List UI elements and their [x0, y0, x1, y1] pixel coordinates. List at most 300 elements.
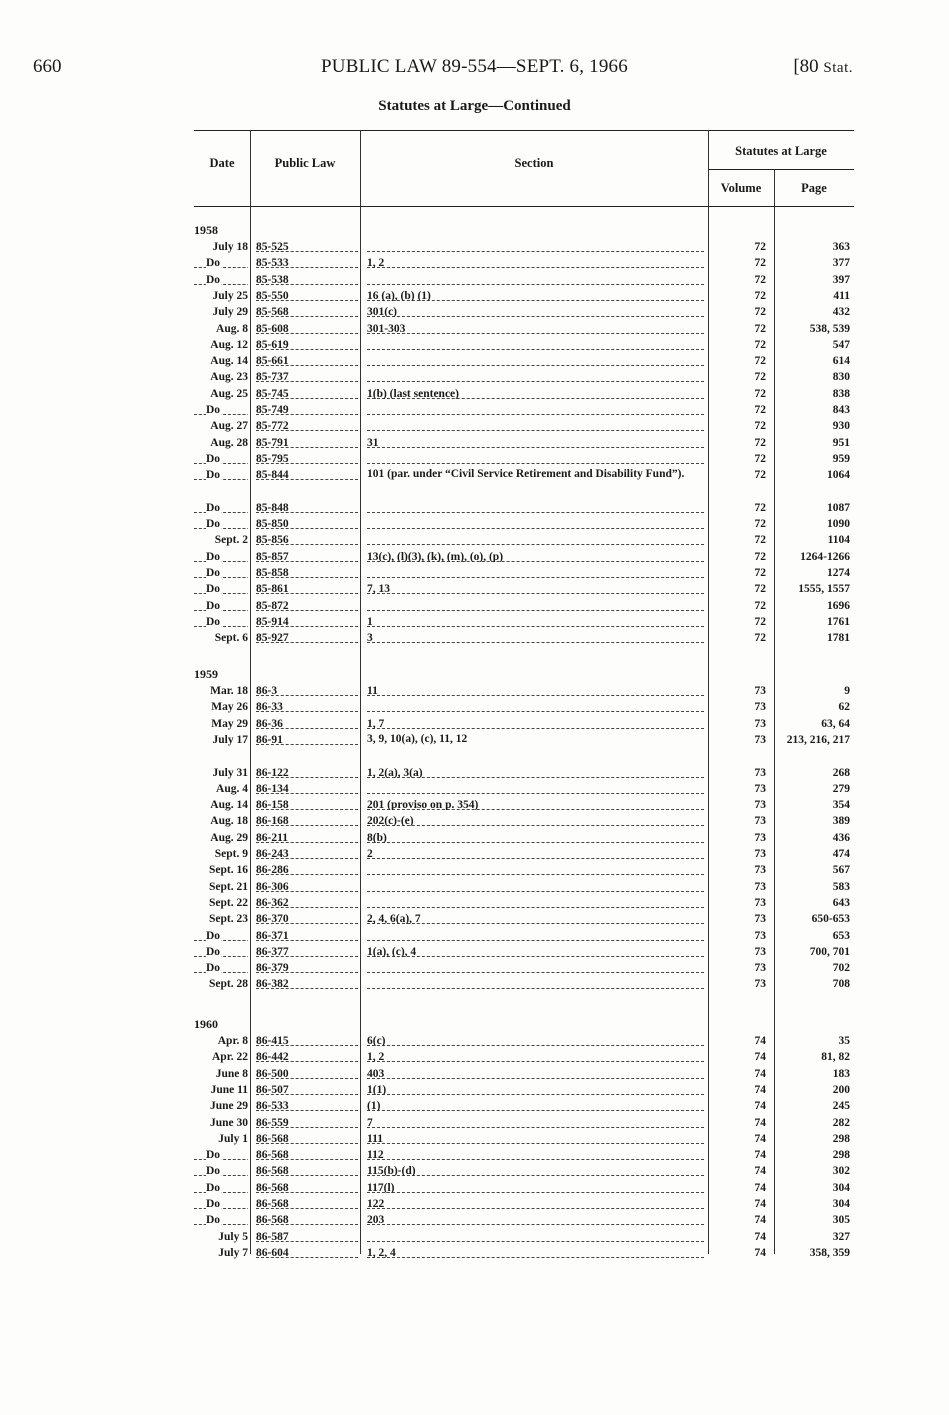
section-value: [367, 337, 368, 349]
public-law-fill: [256, 813, 358, 826]
date-cell: [194, 1131, 248, 1147]
volume-cell: 73: [754, 896, 766, 909]
section-value: 1: [367, 615, 373, 627]
page-cell: 951: [832, 436, 850, 449]
public-law-fill: [256, 467, 358, 480]
public-law-cell: [256, 683, 358, 696]
page-cell: 389: [832, 815, 850, 828]
section-value: [367, 272, 368, 284]
section-value: 16 (a), (b) (1): [367, 289, 431, 301]
date-value: [194, 1180, 248, 1193]
public-law-fill: [256, 976, 358, 989]
section-fill: [367, 1245, 704, 1258]
public-law-cell: [256, 716, 358, 729]
date-value: Sept. 2: [214, 534, 248, 547]
table-row: [194, 797, 854, 813]
section-value: 115(b)-(d): [367, 1165, 416, 1177]
table-row: [194, 813, 854, 829]
date-value: [194, 500, 248, 513]
public-law-cell: [256, 699, 358, 712]
section-fill: [367, 255, 704, 268]
page-cell: 354: [832, 799, 850, 812]
volume-cell: 72: [754, 469, 766, 482]
table-row: [194, 1082, 854, 1098]
public-law-value: 86-568: [256, 1132, 289, 1144]
section-value: 1(1): [367, 1083, 387, 1095]
section-value: 1, 2: [367, 1051, 385, 1063]
public-law-fill: [256, 288, 358, 301]
volume-cell: 73: [754, 864, 766, 877]
public-law-value: 86-559: [256, 1116, 289, 1128]
date-text: Do: [206, 583, 221, 595]
public-law-value: 86-286: [256, 864, 289, 876]
section-fill: [367, 716, 704, 729]
volume-cell: 74: [754, 1100, 766, 1113]
table-row: [194, 879, 854, 895]
table-row: [194, 500, 854, 516]
section-value: 101 (par. under “Civil Service Retirement and Disability Fund”).: [367, 468, 685, 481]
public-law-fill: [256, 830, 358, 843]
public-law-fill: [256, 321, 358, 334]
public-law-fill: [256, 418, 358, 431]
section-cell: [367, 418, 704, 431]
date-cell: [194, 781, 248, 797]
public-law-cell: [256, 369, 358, 382]
date-cell: [194, 1049, 248, 1065]
section-fill: [367, 1033, 704, 1046]
volume-cell: 73: [754, 717, 766, 730]
public-law-fill: [256, 451, 358, 464]
page-cell: 200: [832, 1083, 850, 1096]
public-law-cell: [256, 565, 358, 578]
public-law-value: 86-442: [256, 1051, 289, 1063]
date-value: [194, 565, 248, 578]
public-law-cell: [256, 549, 358, 562]
table-row: [194, 255, 854, 271]
public-law-fill: [256, 516, 358, 529]
public-law-value: 85-858: [256, 567, 289, 578]
table-row: [194, 699, 854, 715]
volume-cell: 73: [754, 978, 766, 991]
date-cell: [194, 598, 248, 611]
section-fill: [367, 451, 704, 464]
public-law-value: 85-795: [256, 452, 289, 464]
volume-cell: 72: [754, 534, 766, 547]
table-row: [194, 960, 854, 976]
public-law-fill: [256, 1131, 358, 1144]
volume-cell: 72: [754, 322, 766, 335]
public-law-value: 86-568: [256, 1198, 289, 1209]
date-value: Aug. 8: [216, 322, 248, 335]
date-value: Aug. 14: [210, 355, 248, 368]
section-cell: [367, 1082, 704, 1095]
table-row: [194, 1049, 854, 1065]
date-value: Aug. 14: [210, 799, 248, 812]
public-law-fill: [256, 683, 358, 696]
section-value: 111: [367, 1132, 383, 1144]
page-cell: 358, 359: [809, 1246, 850, 1259]
section-fill: [367, 288, 704, 301]
public-law-fill: [256, 598, 358, 611]
volume-cell: 72: [754, 387, 766, 400]
volume-cell: 74: [754, 1230, 766, 1243]
section-cell: [367, 598, 704, 611]
section-value: [367, 565, 368, 577]
section-fill: [367, 1147, 704, 1160]
date-value: [194, 960, 248, 973]
date-text: Do: [206, 469, 221, 481]
page-cell: 1274: [827, 567, 850, 579]
public-law-value: 85-861: [256, 583, 289, 595]
section-cell: [367, 699, 704, 712]
volume-cell: 73: [754, 815, 766, 828]
page-cell: 411: [833, 289, 850, 302]
public-law-cell: [256, 614, 358, 627]
section-cell: [367, 630, 704, 643]
page-cell: 1064: [827, 469, 850, 482]
section-cell: [367, 944, 704, 957]
date-value: Sept. 9: [214, 848, 248, 860]
section-value: [367, 451, 368, 463]
date-cell: [194, 716, 248, 732]
date-value: July 18: [212, 241, 248, 253]
page-cell: 1696: [827, 599, 850, 612]
volume-cell: 72: [754, 355, 766, 368]
page-cell: 1555, 1557: [798, 583, 850, 596]
section-cell: [367, 781, 704, 794]
section-value: [367, 699, 368, 711]
section-fill: [367, 402, 704, 415]
table-row: [194, 239, 854, 255]
section-fill: [367, 895, 704, 908]
section-cell: [367, 960, 704, 973]
section-value: [367, 516, 368, 528]
date-value: [194, 1147, 248, 1160]
page-cell: 708: [832, 978, 850, 991]
date-value: July 31: [212, 766, 248, 779]
public-law-value: 86-3: [256, 685, 278, 696]
section-fill: [367, 304, 704, 317]
section-cell: [367, 716, 704, 729]
public-law-cell: [256, 516, 358, 529]
table-top-rule: [194, 130, 854, 131]
public-law-cell: [256, 418, 358, 431]
date-text: Do: [206, 404, 221, 415]
volume-cell: 72: [754, 550, 766, 563]
public-law-value: 85-608: [256, 322, 289, 334]
date-value: Sept. 23: [209, 913, 248, 926]
public-law-cell: [256, 1196, 358, 1209]
public-law-cell: [256, 1245, 358, 1258]
date-cell: [194, 435, 248, 451]
page-cell: 81, 82: [821, 1051, 850, 1064]
date-value: [194, 272, 248, 285]
date-value: [194, 255, 248, 268]
public-law-cell: [256, 944, 358, 957]
table-row: [194, 1131, 854, 1147]
public-law-fill: [256, 272, 358, 285]
section-cell: [367, 337, 704, 350]
date-value: June 30: [209, 1116, 248, 1129]
date-value: Aug. 29: [210, 831, 248, 844]
public-law-fill: [256, 928, 358, 941]
section-value: 3, 9, 10(a), (c), 11, 12: [367, 732, 468, 745]
page-cell: 183: [832, 1067, 850, 1080]
section-cell: [367, 500, 704, 513]
section-cell: [367, 255, 704, 268]
volume-cell: 72: [754, 257, 766, 270]
date-value: Sept. 22: [209, 896, 248, 909]
volume-cell: 74: [754, 1051, 766, 1064]
public-law-value: 86-91: [256, 733, 283, 745]
public-law-value: 86-415: [256, 1035, 289, 1046]
date-cell: [194, 614, 248, 627]
public-law-cell: [256, 1066, 358, 1079]
page-cell: 1781: [827, 632, 850, 645]
public-law-fill: [256, 781, 358, 794]
section-fill: [367, 1196, 704, 1209]
public-law-fill: [256, 960, 358, 973]
public-law-fill: [256, 630, 358, 643]
section-fill: [367, 1115, 704, 1128]
public-law-cell: [256, 846, 358, 859]
public-law-cell: [256, 928, 358, 941]
date-cell: [194, 1098, 248, 1114]
volume-cell: 74: [754, 1214, 766, 1227]
section-value: 112: [367, 1149, 384, 1161]
public-law-fill: [256, 1066, 358, 1079]
public-law-fill: [256, 369, 358, 382]
section-value: 6(c): [367, 1035, 386, 1046]
section-cell: [367, 879, 704, 892]
section-fill: [367, 353, 704, 366]
section-value: 11: [367, 685, 378, 696]
section-cell: [367, 353, 704, 366]
section-cell: [367, 321, 704, 334]
statutes-header-rule: [708, 169, 854, 170]
section-cell: [367, 516, 704, 529]
date-text: Do: [206, 929, 221, 941]
volume-cell: 73: [754, 880, 766, 893]
section-value: (1): [367, 1100, 381, 1112]
public-law-value: 85-568: [256, 306, 289, 318]
table-row: [194, 549, 854, 565]
section-cell: [367, 549, 704, 562]
section-value: 7, 13: [367, 583, 390, 595]
section-cell: [367, 1196, 704, 1209]
section-fill: [367, 911, 704, 924]
section-cell: [367, 862, 704, 875]
date-cell: [194, 418, 248, 434]
date-value: [194, 1163, 248, 1176]
public-law-value: 85-848: [256, 501, 289, 513]
section-fill: [367, 532, 704, 545]
section-value: 122: [367, 1198, 385, 1209]
table-row: [194, 337, 854, 353]
table-row: [194, 716, 854, 732]
section-value: [367, 976, 368, 988]
table-row: [194, 1196, 854, 1212]
section-value: 2, 4, 6(a), 7: [367, 913, 421, 925]
public-law-cell: [256, 895, 358, 908]
public-law-cell: [256, 781, 358, 794]
volume-cell: 73: [754, 848, 766, 860]
date-text: Do: [206, 501, 221, 513]
date-value: Apr. 22: [212, 1051, 248, 1064]
table-row: [194, 928, 854, 944]
public-law-fill: [256, 1163, 358, 1176]
date-value: July 25: [212, 289, 248, 302]
public-law-fill: [256, 1098, 358, 1111]
public-law-fill: [256, 879, 358, 892]
date-cell: [194, 862, 248, 878]
section-value: 1, 2(a), 3(a): [367, 766, 423, 778]
volume-cell: 72: [754, 404, 766, 416]
section-fill: [367, 1049, 704, 1062]
section-cell: [367, 614, 704, 627]
page-cell: 843: [832, 404, 850, 416]
section-fill: [367, 928, 704, 941]
table-row: [194, 565, 854, 581]
section-cell: [367, 402, 704, 415]
volume-cell: 74: [754, 1198, 766, 1210]
volume-cell: 72: [754, 371, 766, 384]
section-value: 2: [367, 848, 373, 859]
public-law-fill: [256, 239, 358, 252]
volume-cell: 74: [754, 1067, 766, 1080]
section-cell: [367, 1180, 704, 1193]
public-law-fill: [256, 846, 358, 859]
page-cell: 302: [832, 1165, 850, 1178]
table-row: [194, 683, 854, 699]
public-law-fill: [256, 1082, 358, 1095]
date-cell: [194, 797, 248, 813]
date-cell: [194, 944, 248, 957]
date-cell: [194, 1066, 248, 1082]
page-cell: 282: [832, 1116, 850, 1129]
public-law-fill: [256, 386, 358, 399]
date-cell: [194, 549, 248, 562]
section-value: [367, 369, 368, 381]
public-law-cell: [256, 732, 358, 745]
public-law-value: 85-661: [256, 355, 289, 367]
table-row: [194, 846, 854, 862]
section-value: [367, 928, 368, 940]
date-value: May 26: [211, 701, 248, 714]
table-row: [194, 944, 854, 960]
section-fill: [367, 516, 704, 529]
public-law-fill: [256, 581, 358, 594]
public-law-cell: [256, 1147, 358, 1160]
volume-cell: 74: [754, 1083, 766, 1096]
date-cell: [194, 1033, 248, 1049]
date-cell: [194, 1163, 248, 1176]
public-law-value: 86-134: [256, 782, 289, 794]
section-fill: [367, 337, 704, 350]
date-value: Aug. 23: [210, 371, 248, 384]
volume-cell: 72: [754, 273, 766, 286]
public-law-fill: [256, 1049, 358, 1062]
year-label: 1960: [194, 1017, 218, 1031]
public-law-cell: [256, 911, 358, 924]
public-law-fill: [256, 862, 358, 875]
section-value: [367, 353, 368, 365]
date-cell: [194, 976, 248, 992]
table-row: [194, 630, 854, 646]
public-law-value: 85-737: [256, 371, 289, 383]
page-cell: 298: [832, 1132, 850, 1145]
public-law-value: 86-362: [256, 896, 289, 908]
page-cell: 9: [844, 685, 850, 697]
public-law-value: 85-749: [256, 404, 289, 415]
section-cell: [367, 683, 704, 696]
section-fill: [367, 797, 704, 810]
section-value: 3: [367, 632, 373, 644]
public-law-cell: [256, 797, 358, 810]
public-law-value: 85-745: [256, 387, 289, 399]
table-row: [194, 451, 854, 467]
table-row: [194, 911, 854, 927]
section-cell: [367, 272, 704, 285]
public-law-value: 86-243: [256, 848, 289, 859]
section-value: [367, 500, 368, 512]
date-cell: [194, 1245, 248, 1261]
header-statutes-at-large: Statutes at Large: [735, 144, 827, 158]
table-row: [194, 1163, 854, 1179]
public-law-fill: [256, 565, 358, 578]
date-cell: [194, 699, 248, 715]
section-fill: [367, 944, 704, 957]
public-law-fill: [256, 255, 358, 268]
page-cell: 279: [832, 782, 850, 795]
public-law-value: 85-538: [256, 273, 289, 285]
table-row: [194, 304, 854, 320]
public-law-value: 85-619: [256, 338, 289, 350]
section-value: 202(c)-(e): [367, 815, 414, 827]
date-text: Do: [206, 1198, 221, 1209]
public-law-value: 86-168: [256, 815, 289, 827]
section-cell: [367, 732, 704, 747]
section-value: 13(c), (l)(3), (k), (m), (o), (p): [367, 550, 504, 562]
date-cell: [194, 846, 248, 862]
date-cell: [194, 516, 248, 529]
public-law-cell: [256, 304, 358, 317]
section-value: [367, 418, 368, 430]
section-fill: [367, 598, 704, 611]
section-cell: [367, 304, 704, 317]
section-fill: [367, 272, 704, 285]
header-public-law: Public Law: [274, 156, 336, 170]
volume-cell: 73: [754, 945, 766, 958]
public-law-value: 86-211: [256, 831, 288, 843]
date-text: Do: [206, 273, 221, 285]
date-cell: [194, 369, 248, 385]
section-value: [367, 960, 368, 972]
public-law-fill: [256, 699, 358, 712]
public-law-value: 85-850: [256, 518, 289, 530]
public-law-cell: [256, 402, 358, 415]
public-law-cell: [256, 976, 358, 989]
date-cell: [194, 239, 248, 255]
table-row: [194, 1229, 854, 1245]
public-law-fill: [256, 1196, 358, 1209]
public-law-cell: [256, 1033, 358, 1046]
date-cell: [194, 1082, 248, 1098]
date-cell: [194, 321, 248, 337]
public-law-cell: [256, 1229, 358, 1242]
table-row: [194, 418, 854, 434]
page-cell: 930: [832, 420, 850, 433]
